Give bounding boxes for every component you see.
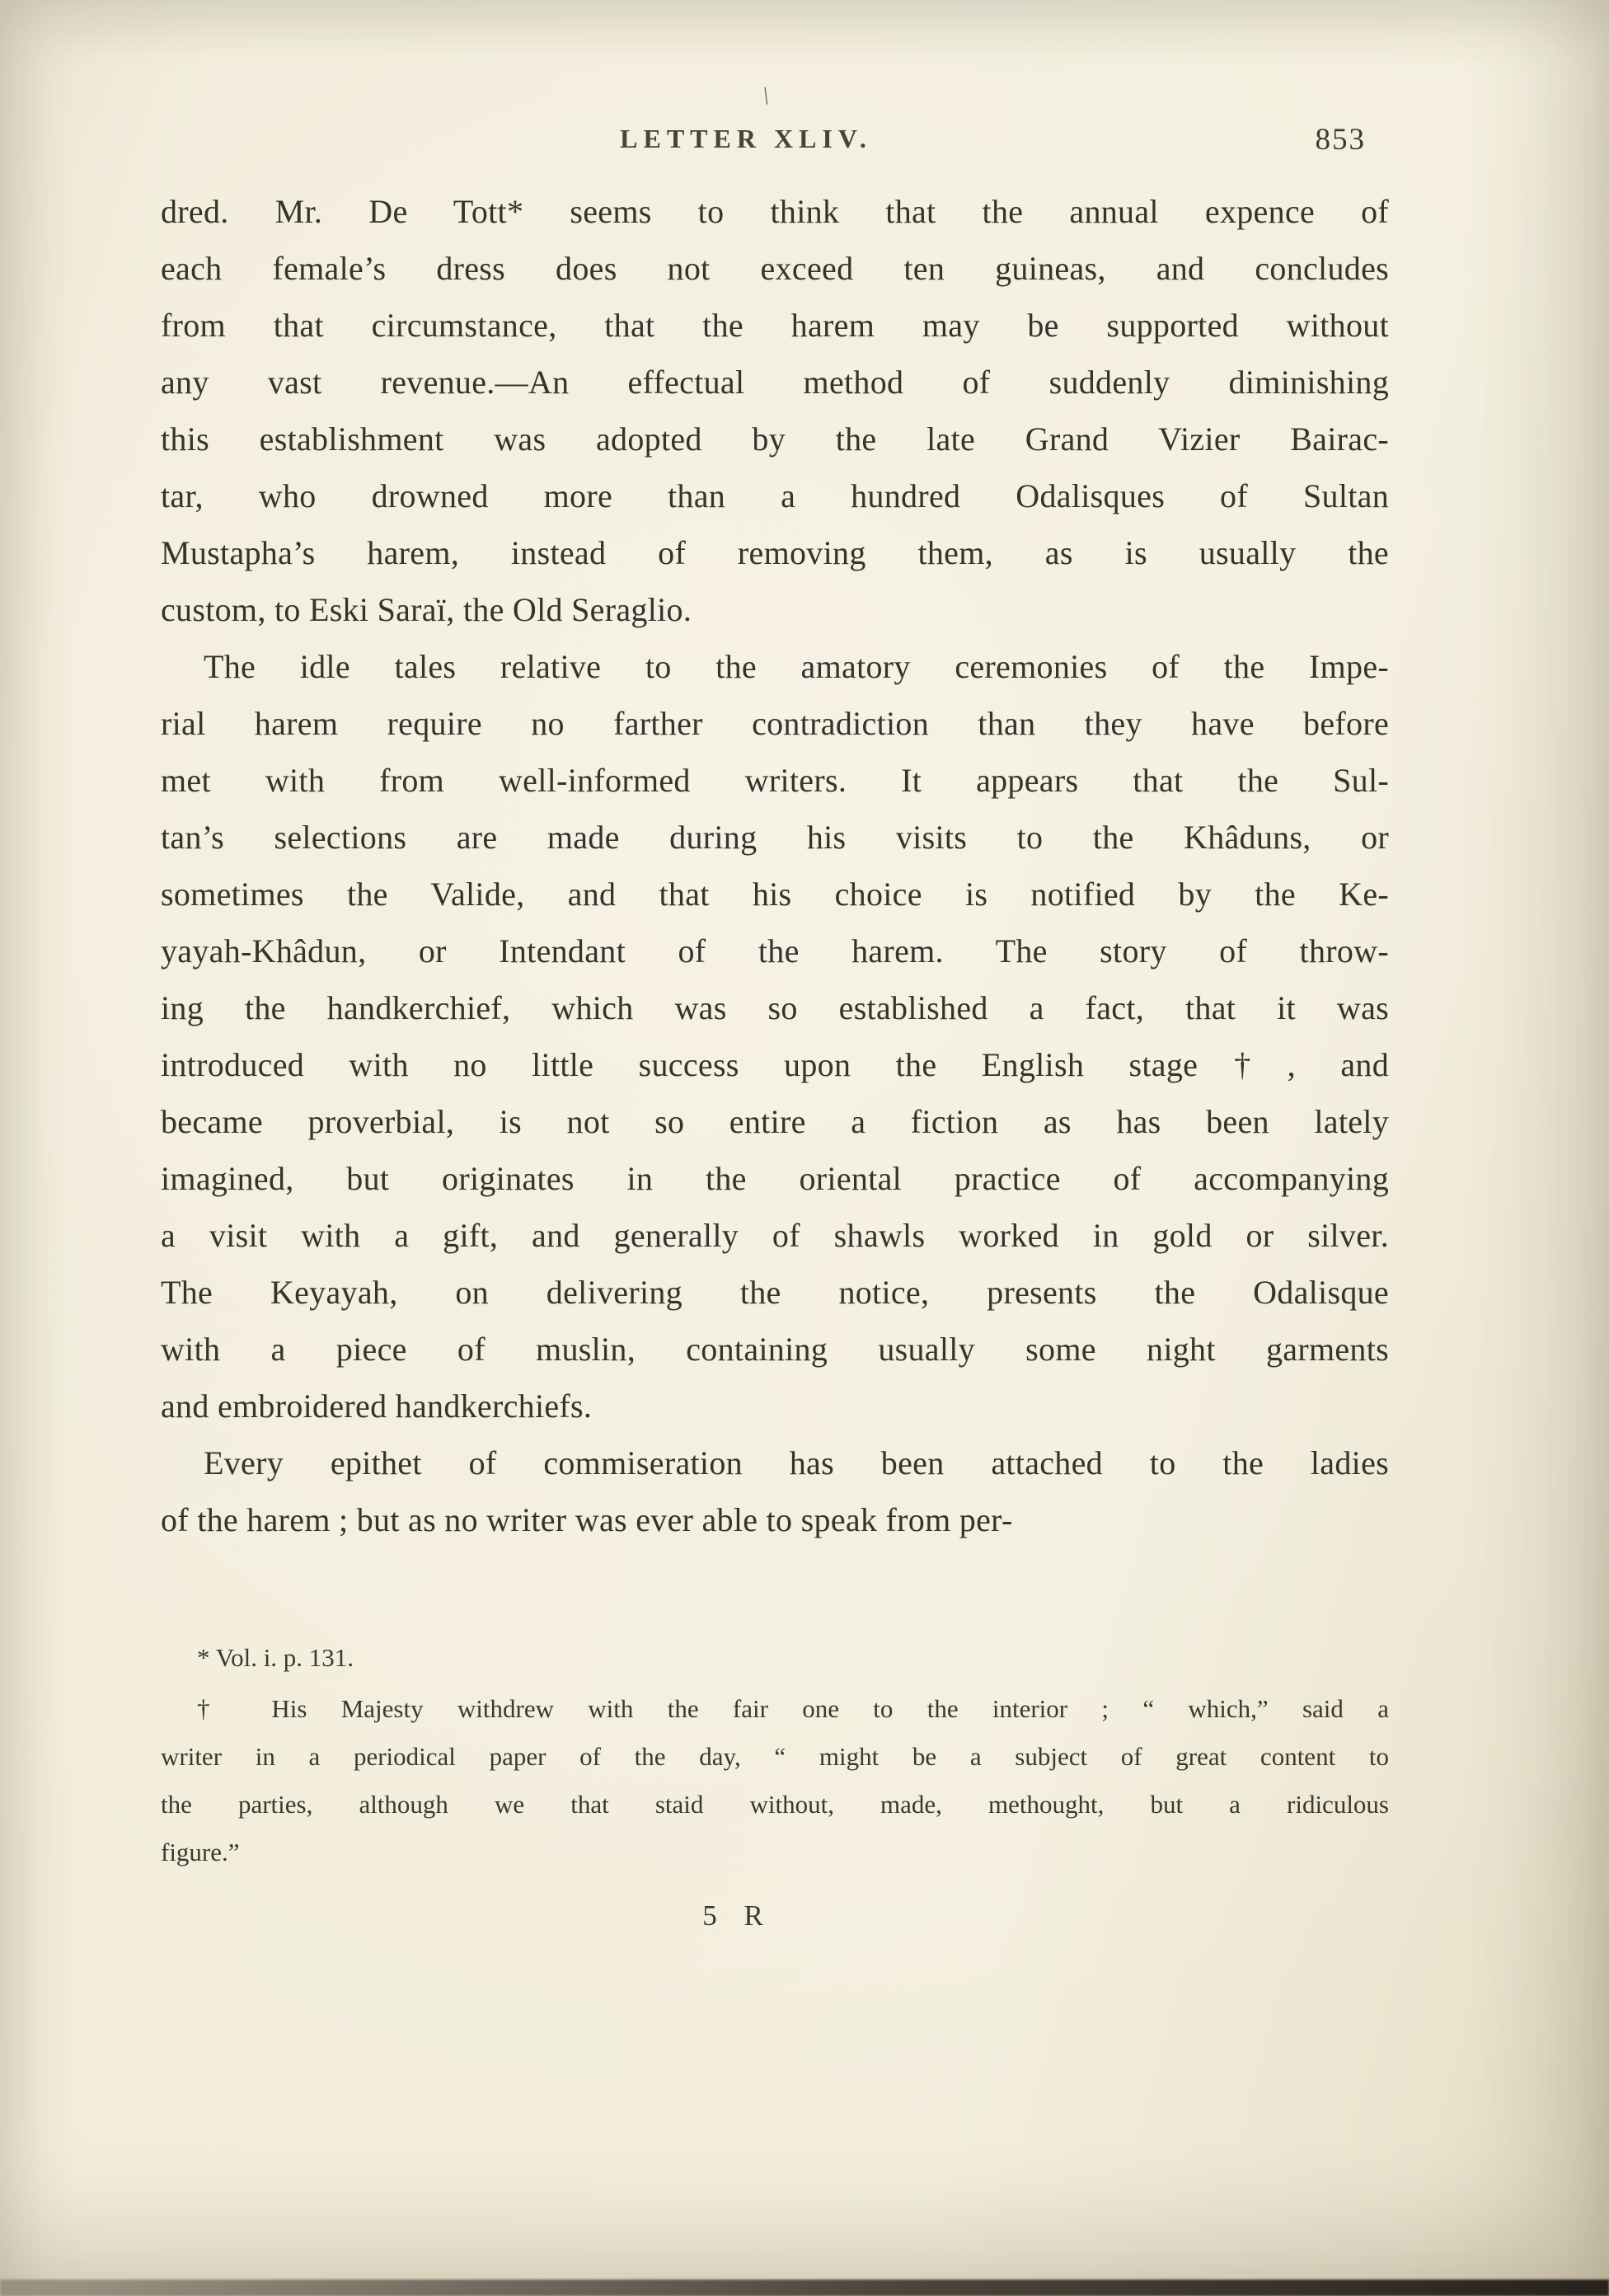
text-line: yayah-Khâdun, or Intendant of the harem. The story of throw-	[161, 932, 1389, 970]
text-line: became proverbial, is not so entire a fiction as has been lately	[161, 1103, 1389, 1140]
footnote	[161, 1634, 1389, 1682]
signature-mark: 5 R	[702, 1899, 773, 1932]
text-line: with a piece of muslin, containing usually some night garments	[161, 1331, 1389, 1368]
text-line: dred. Mr. De Tott* seems to think that the annual expence of	[161, 193, 1389, 230]
scan-edge-bottom	[0, 2280, 1609, 2296]
text-line: ing the handkerchief, which was so established a fact, that it was	[161, 989, 1389, 1026]
text-line: tar, who drowned more than a hundred Odalisques of Sultan	[161, 477, 1389, 514]
text-line: sometimes the Valide, and that his choice is notified by the Ke-	[161, 876, 1389, 913]
text-line: custom, to Eski Saraï, the Old Seraglio.	[161, 591, 692, 628]
text-line: The Keyayah, on delivering the notice, presents the Odalisque	[161, 1274, 1389, 1311]
text-line: each female’s dress does not exceed ten guineas, and concludes	[161, 250, 1389, 287]
text-line: tan’s selections are made during his visits to the Khâduns, or	[161, 819, 1389, 856]
text-block	[161, 124, 1389, 1932]
text-line: this establishment was adopted by the late Grand Vizier Bairac-	[161, 420, 1389, 458]
scan-speck-mark: \	[759, 82, 772, 110]
text-line: * Vol. i. p. 131.	[197, 1643, 354, 1672]
text-line: any vast revenue.—An effectual method of suddenly diminishing	[161, 364, 1389, 401]
text-line: imagined, but originates in the oriental practice of accompanying	[161, 1160, 1389, 1197]
text-line: † His Majesty withdrew with the fair one to the interior ; “ which,” said a	[197, 1694, 1389, 1723]
text-line: the parties, although we that staid without, made, methought, but a ridiculous	[161, 1790, 1389, 1819]
running-header	[161, 124, 1389, 163]
text-line: met with from well-informed writers. It appears that the Sul-	[161, 762, 1389, 799]
text-line: from that circumstance, that the harem may be supported without	[161, 307, 1389, 344]
text-line: Every epithet of commiseration has been attached to the ladies	[204, 1444, 1389, 1481]
text-line: introduced with no little success upon the English stage†, and	[161, 1046, 1389, 1083]
paragraph	[161, 638, 1389, 1434]
footnote	[161, 1685, 1389, 1876]
text-line: Mustapha’s harem, instead of removing them, as is usually the	[161, 534, 1389, 571]
header-title: LETTER XLIV.	[620, 124, 872, 153]
text-line: figure.”	[161, 1838, 240, 1866]
text-line: of the harem ; but as no writer was ever able to speak from per-	[161, 1501, 1013, 1538]
text-line: a visit with a gift, and generally of shawls worked in gold or silver.	[161, 1217, 1389, 1254]
text-line: The idle tales relative to the amatory ceremonies of the Impe-	[204, 648, 1389, 685]
footnotes	[161, 1634, 1389, 1876]
text-line: rial harem require no farther contradiction than they have before	[161, 705, 1389, 742]
paragraph	[161, 183, 1389, 638]
page-number: 853	[1315, 123, 1366, 157]
text-line: writer in a periodical paper of the day, “ might be a subject of great content to	[161, 1742, 1389, 1771]
body-paragraphs	[161, 183, 1389, 1548]
text-line: and embroidered handkerchiefs.	[161, 1387, 593, 1425]
paragraph	[161, 1434, 1389, 1548]
